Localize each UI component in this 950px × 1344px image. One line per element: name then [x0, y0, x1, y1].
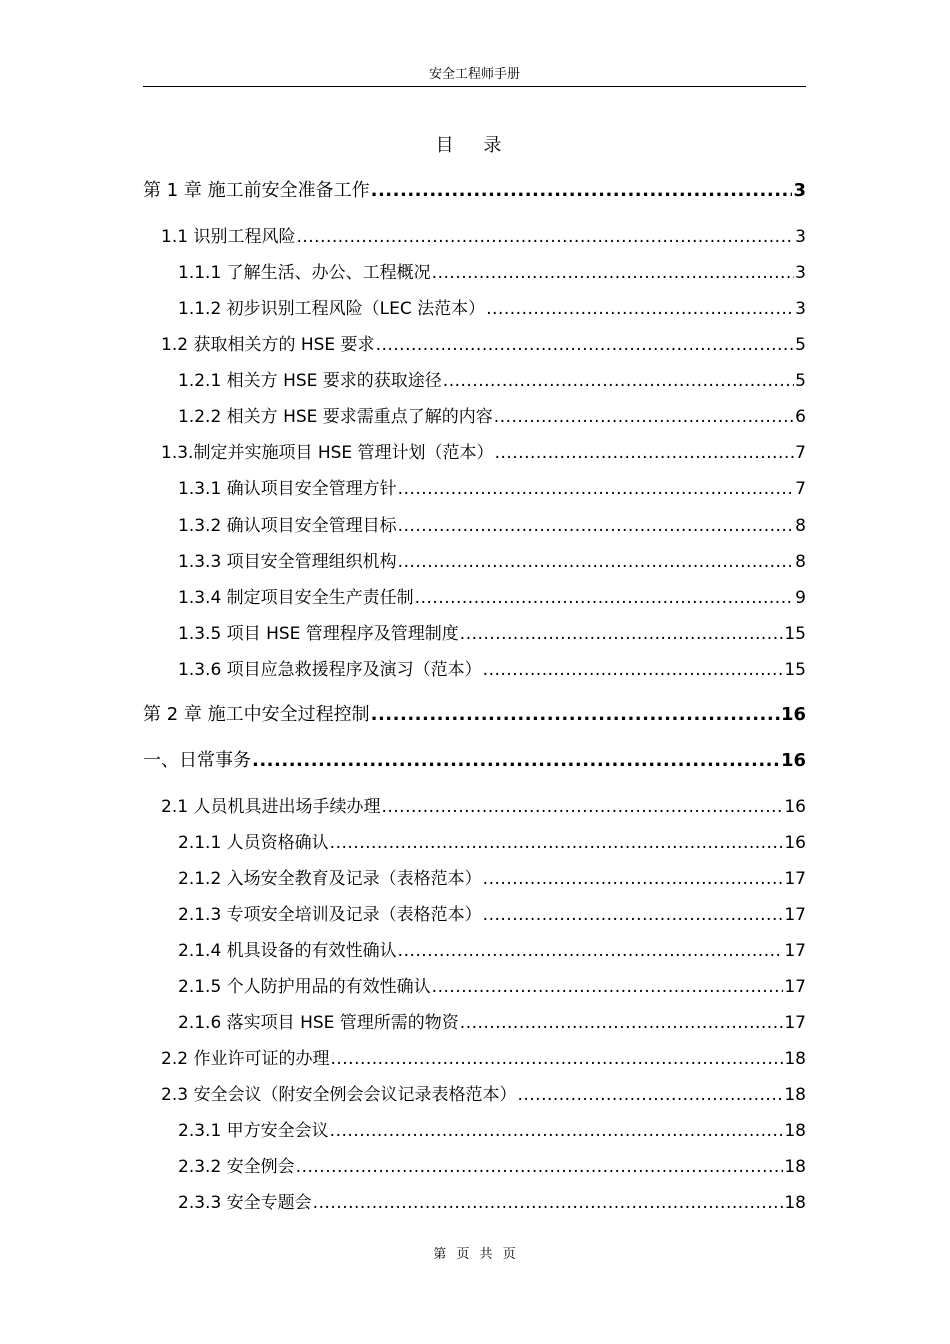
header-divider — [143, 86, 806, 87]
toc-entry-page: 3 — [795, 227, 806, 247]
toc-subsection[interactable] — [178, 622, 806, 646]
toc-entry-page: 5 — [795, 335, 806, 355]
toc-section[interactable] — [161, 1047, 806, 1071]
toc-entry-page: 8 — [795, 552, 806, 572]
toc-entry-title: 第 2 章 施工中安全过程控制 — [143, 704, 370, 725]
toc-section[interactable] — [161, 441, 806, 465]
toc-entry-page: 3 — [795, 263, 806, 283]
toc-entry-title: 一、日常事务 — [143, 750, 251, 771]
toc-entry-page: 15 — [784, 624, 806, 644]
toc-entry-page: 17 — [784, 1013, 806, 1033]
toc-entry-page: 5 — [795, 371, 806, 391]
toc-entry-title: 1.2 获取相关方的 HSE 要求 — [161, 335, 375, 355]
toc-entry-title: 2.3.1 甲方安全会议 — [178, 1121, 329, 1141]
toc-entry-title: 2.2 作业许可证的办理 — [161, 1049, 330, 1069]
toc-part-heading[interactable] — [143, 749, 806, 773]
toc-subsection[interactable] — [178, 405, 806, 429]
toc-entry-title: 2.1.5 个人防护用品的有效性确认 — [178, 977, 431, 997]
toc-entry-page: 16 — [780, 750, 806, 771]
toc-entry-page: 18 — [784, 1193, 806, 1213]
toc-subsection[interactable] — [178, 586, 806, 610]
toc-subsection[interactable] — [178, 1155, 806, 1179]
toc-entry-page: 8 — [795, 516, 806, 536]
toc-subsection[interactable] — [178, 514, 806, 538]
toc-entry-page: 17 — [784, 977, 806, 997]
toc-subsection[interactable] — [178, 658, 806, 682]
toc-section[interactable] — [161, 225, 806, 249]
toc-chapter-1[interactable] — [143, 179, 806, 203]
toc-entry-page: 18 — [784, 1049, 806, 1069]
toc-entry-page: 3 — [793, 180, 806, 201]
toc-entry-page: 7 — [795, 479, 806, 499]
toc-subsection[interactable] — [178, 939, 806, 963]
toc-entry-title: 2.1 人员机具进出场手续办理 — [161, 797, 381, 817]
toc-entry-title: 2.1.4 机具设备的有效性确认 — [178, 941, 397, 961]
toc-entry-title: 1.3.2 确认项目安全管理目标 — [178, 516, 397, 536]
toc-entry-page: 16 — [784, 833, 806, 853]
toc-subsection[interactable] — [178, 1011, 806, 1035]
toc-entry-title: 第 1 章 施工前安全准备工作 — [143, 180, 370, 201]
toc-entry-page: 6 — [795, 407, 806, 427]
toc-subsection[interactable] — [178, 831, 806, 855]
toc-entry-title: 1.1.1 了解生活、办公、工程概况 — [178, 263, 431, 283]
toc-entry-title: 2.1.6 落实项目 HSE 管理所需的物资 — [178, 1013, 459, 1033]
toc-subsection[interactable] — [178, 550, 806, 574]
toc-subsection[interactable] — [178, 975, 806, 999]
toc-entry-title: 1.3.3 项目安全管理组织机构 — [178, 552, 397, 572]
toc-subsection[interactable] — [178, 1119, 806, 1143]
toc-entry-page: 17 — [784, 869, 806, 889]
toc-section[interactable] — [161, 795, 806, 819]
toc-subsection[interactable] — [178, 261, 806, 285]
toc-entry-page: 16 — [780, 704, 806, 725]
toc-entry-page: 3 — [795, 299, 806, 319]
toc-entry-title: 2.3 安全会议（附安全例会会议记录表格范本） — [161, 1085, 517, 1105]
toc-entry-page: 18 — [784, 1085, 806, 1105]
toc-entry-title: 1.3.4 制定项目安全生产责任制 — [178, 588, 414, 608]
toc-subsection[interactable] — [178, 1191, 806, 1215]
toc-entry-page: 17 — [784, 905, 806, 925]
toc-entry-title: 1.2.2 相关方 HSE 要求需重点了解的内容 — [178, 407, 493, 427]
toc-entry-title: 2.3.3 安全专题会 — [178, 1193, 312, 1213]
toc-entry-page: 16 — [784, 797, 806, 817]
page-footer: 第 页 共 页 — [433, 1247, 516, 1262]
toc-entry-page: 17 — [784, 941, 806, 961]
toc-entry-title: 1.3.1 确认项目安全管理方针 — [178, 479, 397, 499]
toc-entry-title: 1.3.制定并实施项目 HSE 管理计划（范本） — [161, 443, 494, 463]
toc-entry-page: 18 — [784, 1121, 806, 1141]
toc-chapter-2[interactable] — [143, 703, 806, 727]
toc-entry-title: 1.2.1 相关方 HSE 要求的获取途径 — [178, 371, 442, 391]
toc-title: 目 录 — [435, 135, 514, 156]
toc-subsection[interactable] — [178, 903, 806, 927]
toc-subsection[interactable] — [178, 867, 806, 891]
toc-section[interactable] — [161, 1083, 806, 1107]
toc-entry-title: 1.3.5 项目 HSE 管理程序及管理制度 — [178, 624, 459, 644]
toc-subsection[interactable] — [178, 297, 806, 321]
toc-entry-title: 2.1.2 入场安全教育及记录（表格范本） — [178, 869, 482, 889]
toc-entry-page: 15 — [784, 660, 806, 680]
toc-entry-title: 2.1.3 专项安全培训及记录（表格范本） — [178, 905, 482, 925]
toc-entry-title: 2.3.2 安全例会 — [178, 1157, 295, 1177]
toc-entry-page: 18 — [784, 1157, 806, 1177]
toc-subsection[interactable] — [178, 477, 806, 501]
toc-entry-page: 7 — [795, 443, 806, 463]
toc-entry-page: 9 — [795, 588, 806, 608]
toc-entry-title: 1.3.6 项目应急救援程序及演习（范本） — [178, 660, 482, 680]
toc-entry-title: 2.1.1 人员资格确认 — [178, 833, 329, 853]
page-header: 安全工程师手册 — [428, 67, 520, 82]
toc-entry-title: 1.1 识别工程风险 — [161, 227, 296, 247]
toc-section[interactable] — [161, 333, 806, 357]
toc-entry-title: 1.1.2 初步识别工程风险（LEC 法范本） — [178, 299, 486, 319]
toc-subsection[interactable] — [178, 369, 806, 393]
